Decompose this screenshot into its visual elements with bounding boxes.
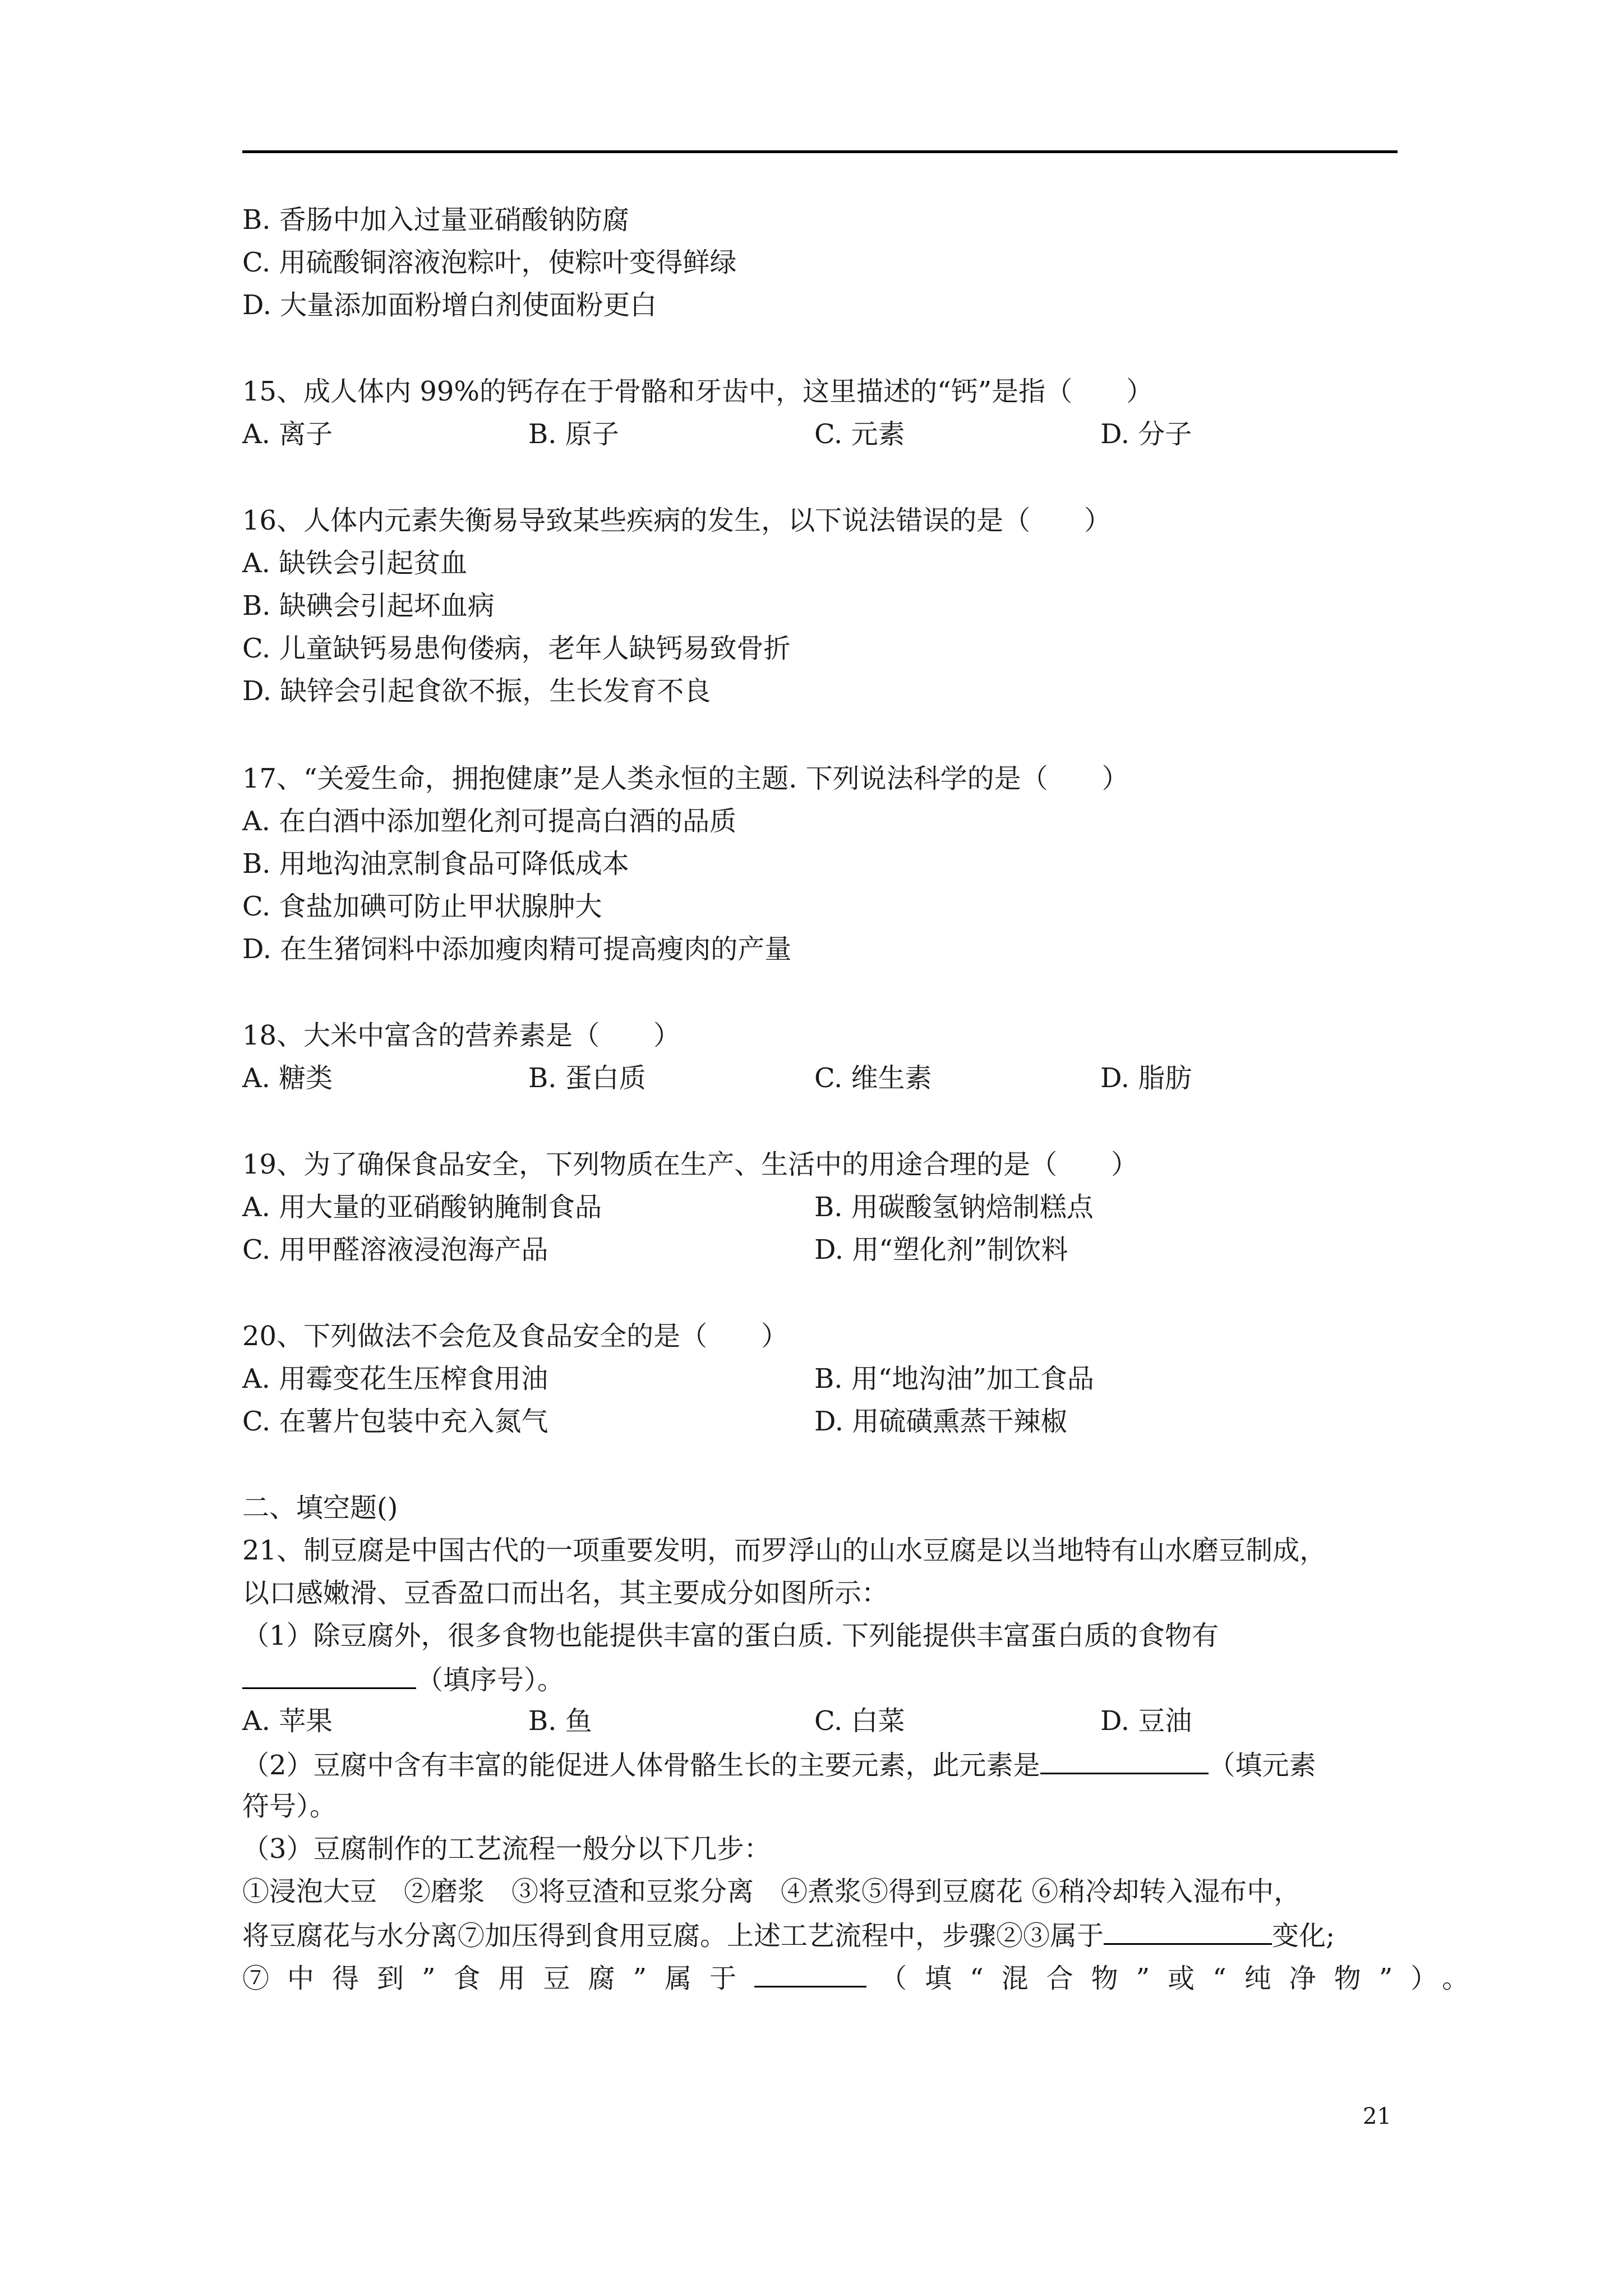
q21-part1-line1: （1）除豆腐外，很多食物也能提供丰富的蛋白质. 下列能提供丰富蛋白质的食物有 <box>242 1620 1219 1651</box>
q21-part2-suffix: （填元素 <box>1208 1750 1316 1781</box>
q20-option-c: C. 在薯片包装中充入氮气 <box>242 1406 548 1437</box>
q21-stem-line1: 21、制豆腐是中国古代的一项重要发明，而罗浮山的山水豆腐是以当地特有山水磨豆制成， <box>242 1535 1327 1566</box>
q14-option-c: C. 用硫酸铜溶液泡粽叶，使粽叶变得鲜绿 <box>242 247 737 278</box>
q21-part3-line4-prefix: ⑦中得到”食用豆腐”属于 <box>242 1963 755 1994</box>
q15-option-d: D. 分子 <box>1100 418 1192 450</box>
q15-stem: 15、成人体内 99%的钙存在于骨骼和牙齿中，这里描述的“钙”是指（ ） <box>242 376 1154 407</box>
q21-part1-line2 <box>242 1662 564 1697</box>
header-rule <box>242 150 1398 153</box>
answer-blank-3[interactable] <box>1104 1917 1272 1945</box>
q18-option-a: A. 糖类 <box>242 1062 333 1094</box>
q20-option-d: D. 用硫磺熏蒸干辣椒 <box>814 1406 1068 1437</box>
q19-stem: 19、为了确保食品安全，下列物质在生产、生活中的用途合理的是（ ） <box>242 1149 1138 1180</box>
q19-option-c: C. 用甲醛溶液浸泡海产品 <box>242 1234 548 1266</box>
q15-option-b: B. 原子 <box>528 418 619 450</box>
page-number: 21 <box>1363 2104 1391 2129</box>
q21-part1-option-d: D. 豆油 <box>1100 1705 1192 1737</box>
q21-part2-prefix: （2）豆腐中含有丰富的能促进人体骨骼生长的主要元素，此元素是 <box>242 1750 1040 1781</box>
q16-option-b: B. 缺碘会引起坏血病 <box>242 590 495 622</box>
q19-option-a: A. 用大量的亚硝酸钠腌制食品 <box>242 1191 602 1223</box>
q16-option-a: A. 缺铁会引起贫血 <box>242 547 468 579</box>
q14-option-b: B. 香肠中加入过量亚硝酸钠防腐 <box>242 204 629 236</box>
q21-part3-prefix: 将豆腐花与水分离⑦加压得到食用豆腐。上述工艺流程中，步骤②③属于 <box>242 1920 1104 1952</box>
q21-part3-line1: （3）豆腐制作的工艺流程一般分以下几步： <box>242 1833 771 1865</box>
q17-option-b: B. 用地沟油烹制食品可降低成本 <box>242 848 629 880</box>
q15-option-c: C. 元素 <box>814 418 905 450</box>
q21-part3-suffix: 变化; <box>1272 1920 1335 1952</box>
q18-option-b: B. 蛋白质 <box>528 1062 646 1094</box>
q20-stem: 20、下列做法不会危及食品安全的是（ ） <box>242 1320 789 1352</box>
q21-part3-line3 <box>242 1917 1335 1953</box>
q20-option-b: B. 用“地沟油”加工食品 <box>814 1363 1094 1395</box>
q21-stem-line2: 以口感嫩滑、豆香盈口而出名，其主要成分如图所示： <box>242 1577 889 1609</box>
q18-option-d: D. 脂肪 <box>1100 1062 1192 1094</box>
q21-part2-line1 <box>242 1747 1316 1782</box>
answer-blank-4[interactable] <box>754 1960 866 1987</box>
q21-part3-line4-suffix: （填“混合物”或“纯净物”）。 <box>880 1963 1487 1994</box>
q19-option-d: D. 用“塑化剂”制饮料 <box>814 1234 1068 1266</box>
q21-part1-option-c: C. 白菜 <box>814 1705 905 1737</box>
q21-part1-option-a: A. 苹果 <box>242 1705 333 1737</box>
q18-option-c: C. 维生素 <box>814 1062 932 1094</box>
q17-option-a: A. 在白酒中添加塑化剂可提高白酒的品质 <box>242 806 737 837</box>
answer-blank-1[interactable] <box>242 1662 416 1689</box>
q17-option-c: C. 食盐加碘可防止甲状腺肿大 <box>242 891 602 922</box>
q16-stem: 16、人体内元素失衡易导致某些疾病的发生，以下说法错误的是（ ） <box>242 505 1112 536</box>
q17-option-d: D. 在生猪饲料中添加瘦肉精可提高瘦肉的产量 <box>242 933 792 965</box>
q21-part2-line2: 符号）。 <box>242 1791 337 1822</box>
q21-part3-line4 <box>242 1960 1487 1995</box>
q16-option-d: D. 缺锌会引起食欲不振，生长发育不良 <box>242 675 711 707</box>
q15-option-a: A. 离子 <box>242 418 333 450</box>
section-heading: 二、填空题() <box>242 1492 398 1524</box>
q20-option-a: A. 用霉变花生压榨食用油 <box>242 1363 548 1395</box>
q21-part1-suffix: （填序号）。 <box>416 1664 565 1696</box>
q17-stem: 17、“关爱生命，拥抱健康”是人类永恒的主题. 下列说法科学的是（ ） <box>242 763 1129 794</box>
q21-part1-option-b: B. 鱼 <box>528 1705 592 1737</box>
q19-option-b: B. 用碳酸氢钠焙制糕点 <box>814 1191 1094 1223</box>
answer-blank-2[interactable] <box>1040 1747 1209 1774</box>
q14-option-d: D. 大量添加面粉增白剂使面粉更白 <box>242 289 657 321</box>
q16-option-c: C. 儿童缺钙易患佝偻病，老年人缺钙易致骨折 <box>242 633 791 664</box>
q18-stem: 18、大米中富含的营养素是（ ） <box>242 1020 681 1051</box>
q21-part3-line2: ①浸泡大豆 ②磨浆 ③将豆渣和豆浆分离 ④煮浆⑤得到豆腐花 ⑥稍冷却转入湿布中， <box>242 1876 1301 1907</box>
